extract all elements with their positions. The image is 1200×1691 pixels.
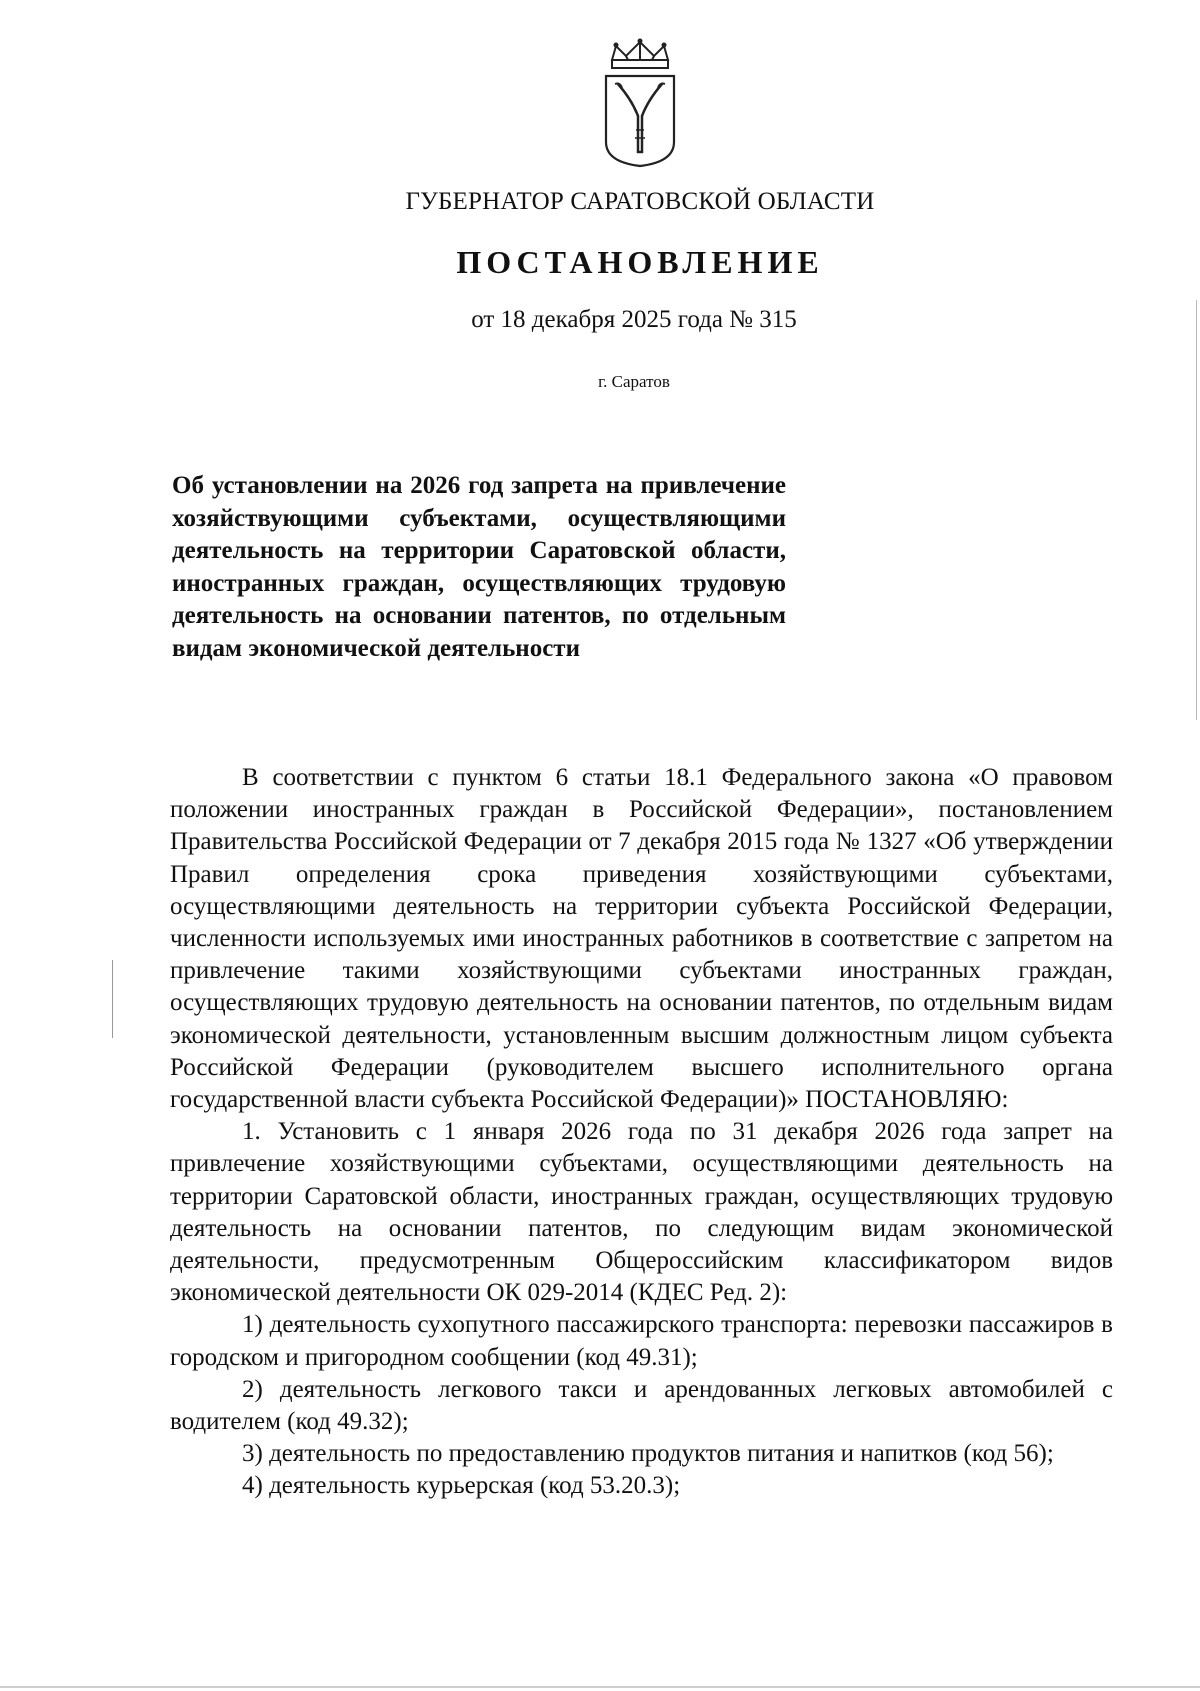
issuer-heading: ГУБЕРНАТОР САРАТОВСКОЙ ОБЛАСТИ: [405, 188, 875, 215]
scan-right-edge-line: [1196, 300, 1197, 720]
document-date-number: от 18 декабря 2025 года № 315: [471, 306, 797, 333]
preamble-paragraph: В соответствии с пунктом 6 статьи 18.1 Федерального закона «О правовом положении иностранных граждан в Российской Федерации», постановлением Правительства Российской Федерации от 7 декабря 2015 года № 1327 «Об утверждении Правил определения срока приведения хозяйствующими субъектами, осуществляющими деятельность на территории субъекта Российской Федерации, численности используемых ими иностранных работников в соответствие с запретом на привлечение такими хозяйствующими субъектами иностранных граждан, осуществляющих трудовую деятельность на основании патентов, по отдельным видам экономической деятельности, установленным высшим должностным лицом субъекта Российской Федерации (руководителем высшего исполнительного органа государственной власти субъекта Российской Федерации)» ПОСТАНОВЛЯЮ:: [170, 764, 1113, 1114]
scan-bottom-edge-line: [0, 1686, 1200, 1688]
list-item: 3) деятельность по предоставлению продуктов питания и напитков (код 56);: [242, 1440, 1054, 1468]
document-city: г. Саратов: [598, 372, 670, 391]
list-item: 2) деятельность легкового такси и арендованных легковых автомобилей с водителем (код 49.32);: [170, 1375, 1113, 1436]
list-item: 1) деятельность сухопутного пассажирского транспорта: перевозки пассажиров в городском и пригородном сообщении (код 49.31);: [170, 1311, 1113, 1371]
scan-margin-line: [112, 960, 113, 1038]
saratov-coat-of-arms-icon: [602, 38, 678, 168]
document-title: Об установлении на 2026 год запрета на привлечение хозяйствующими субъектами, осуществляющими деятельность на территории Саратовской области, иностранных граждан, осуществляющих трудовую деятельность на основании патентов, по отдельным видам экономической деятельности: [172, 472, 786, 662]
document-type: ПОСТАНОВЛЕНИЕ: [456, 244, 824, 280]
document-body: [170, 762, 1113, 1503]
clause-1-paragraph: 1. Установить с 1 января 2026 года по 31 декабря 2026 года запрет на привлечение хозяйствующими субъектами, осуществляющими деятельность на территории Саратовской области, иностранных граждан, осуществляющих трудовую деятельность на основании патентов, по следующим видам экономической деятельности, предусмотренным Общероссийским классификатором видов экономической деятельности ОК 029-2014 (КДЕС Ред. 2):: [170, 1118, 1113, 1307]
list-item: 4) деятельность курьерская (код 53.20.3);: [242, 1472, 681, 1500]
